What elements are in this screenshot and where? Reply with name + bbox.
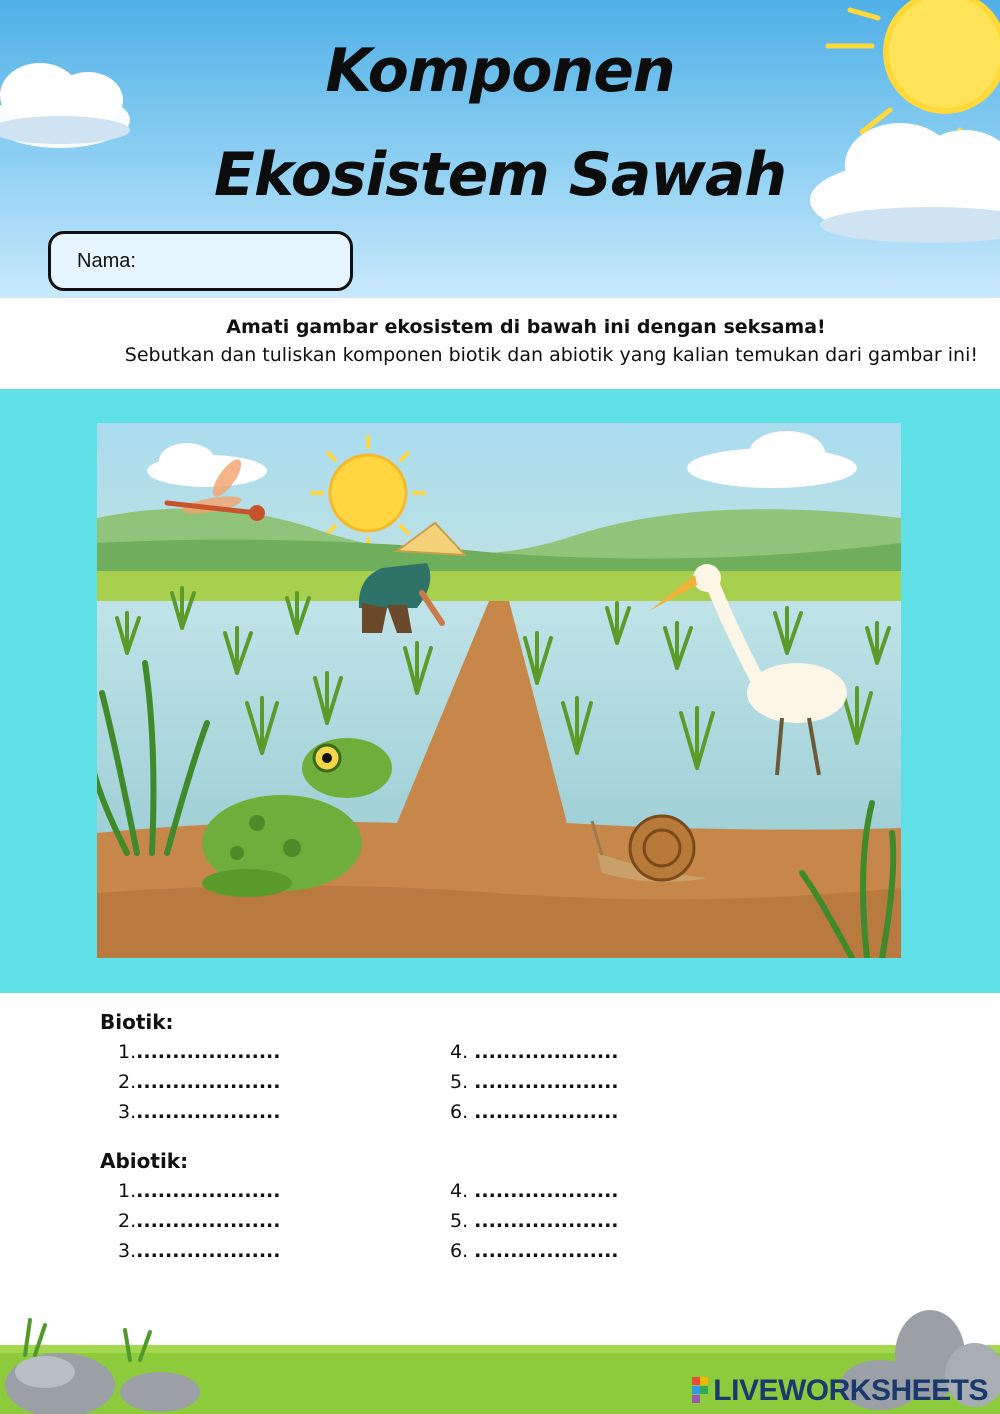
brand-logo[interactable]: LIVEWORKSHEETS bbox=[713, 1374, 988, 1407]
abiotik-item-5[interactable] bbox=[450, 1210, 619, 1232]
item-number: 1. bbox=[118, 1180, 137, 1202]
answer-blank: .................... bbox=[474, 1240, 619, 1262]
answer-blank: .................... bbox=[474, 1101, 619, 1123]
answer-blank: .................... bbox=[136, 1180, 281, 1202]
instructions bbox=[0, 316, 1000, 366]
answer-blank: .................... bbox=[474, 1041, 619, 1063]
abiotik-item-4[interactable] bbox=[450, 1180, 619, 1202]
abiotik-item-1[interactable] bbox=[118, 1180, 281, 1202]
biotik-item-5[interactable] bbox=[450, 1071, 619, 1093]
biotik-title: Biotik: bbox=[100, 1010, 174, 1034]
header bbox=[0, 0, 1000, 298]
answer-blank: .................... bbox=[474, 1210, 619, 1232]
instruction-bold: Amati gambar ekosistem di bawah ini dengan seksama! bbox=[226, 316, 826, 338]
rice-field-illustration bbox=[97, 423, 901, 958]
abiotik-title: Abiotik: bbox=[100, 1149, 189, 1173]
item-number: 3. bbox=[118, 1240, 137, 1262]
answer-blank: .................... bbox=[136, 1101, 281, 1123]
item-number: 4. bbox=[450, 1180, 475, 1202]
sun-icon bbox=[312, 437, 424, 549]
item-number: 2. bbox=[118, 1210, 137, 1232]
biotik-item-2[interactable] bbox=[118, 1071, 281, 1093]
instruction-regular: Sebutkan dan tuliskan komponen biotik dan abiotik yang kalian temukan dari gambar ini! bbox=[124, 344, 978, 366]
answer-blank: .................... bbox=[136, 1071, 281, 1093]
item-number: 3. bbox=[118, 1101, 137, 1123]
answer-blank: .................... bbox=[136, 1240, 281, 1262]
item-number: 2. bbox=[118, 1071, 137, 1093]
biotik-item-3[interactable] bbox=[118, 1101, 281, 1123]
item-number: 6. bbox=[450, 1240, 475, 1262]
biotik-item-1[interactable] bbox=[118, 1041, 281, 1063]
answer-blank: .................... bbox=[474, 1180, 619, 1202]
item-number: 6. bbox=[450, 1101, 475, 1123]
biotik-item-4[interactable] bbox=[450, 1041, 619, 1063]
abiotik-item-6[interactable] bbox=[450, 1240, 619, 1262]
answer-blank: .................... bbox=[474, 1071, 619, 1093]
answer-blank: .................... bbox=[136, 1041, 281, 1063]
name-label: Nama: bbox=[77, 250, 136, 272]
item-number: 5. bbox=[450, 1210, 475, 1232]
page-title-line1: Komponen bbox=[325, 36, 675, 106]
biotik-item-6[interactable] bbox=[450, 1101, 619, 1123]
abiotik-item-2[interactable] bbox=[118, 1210, 281, 1232]
item-number: 4. bbox=[450, 1041, 475, 1063]
item-number: 1. bbox=[118, 1041, 137, 1063]
answer-blank: .................... bbox=[136, 1210, 281, 1232]
abiotik-item-3[interactable] bbox=[118, 1240, 281, 1262]
page-title-line2: Ekosistem Sawah bbox=[213, 140, 787, 210]
name-field[interactable] bbox=[48, 231, 353, 291]
item-number: 5. bbox=[450, 1071, 475, 1093]
